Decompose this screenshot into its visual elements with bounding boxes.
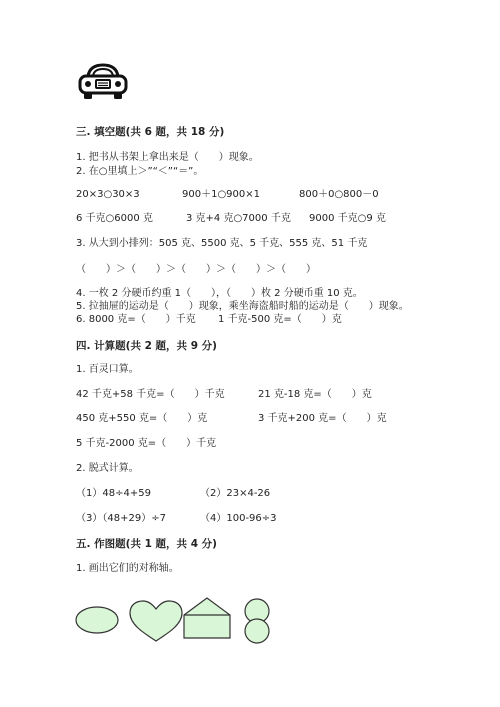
section5-title: 五. 作图题(共 1 题，共 4 分) <box>76 538 217 550</box>
compare-item: 800＋0○800－0 <box>299 189 379 200</box>
section3-title: 三. 填空题(共 6 题，共 18 分) <box>76 126 225 138</box>
heart-shape <box>130 601 182 641</box>
question-3-3: 3. 从大到小排列：505 克、5500 克、5 千克、555 克、51 千克 <box>76 238 368 249</box>
calc-item: 5 千克-2000 克=（ ）千克 <box>76 438 217 449</box>
question-3-1: 1. 把书从书架上拿出来是（ ）现象。 <box>76 152 259 163</box>
compare-item: 3 克+4 克○7000 千克 <box>186 213 291 224</box>
question-3-6b: 1 千克-500 克=（ ）克 <box>218 314 342 325</box>
question-4-1: 1. 百灵口算。 <box>76 364 139 375</box>
compare-item: 6 千克○6000 克 <box>76 213 153 224</box>
calc-item: （1）48÷4+59 <box>76 488 151 499</box>
question-3-2: 2. 在○里填上＞”“＜”“＝”。 <box>76 166 204 177</box>
house-shape <box>184 598 230 638</box>
section4-title: 四. 计算题(共 2 题，共 9 分) <box>76 340 217 352</box>
compare-item: 9000 千克○9 克 <box>309 213 386 224</box>
compare-item: 20×3○30×3 <box>76 189 140 200</box>
calc-item: 42 千克+58 千克=（ ）千克 <box>76 389 225 400</box>
compare-item: 900＋1○900×1 <box>182 189 261 200</box>
question-5-1: 1. 画出它们的对称轴。 <box>76 563 179 574</box>
calc-item: （3）（48+29）÷7 <box>76 513 166 524</box>
calc-item: （4）100-96÷3 <box>200 513 277 524</box>
question-3-4: 4. 一枚 2 分硬币约重 1（ ），（ ）枚 2 分硬币重 10 克。 <box>76 288 363 299</box>
calc-item: 3 千克+200 克=（ ）克 <box>258 413 387 424</box>
symmetry-shapes <box>72 592 282 648</box>
question-3-6a: 6. 8000 克=（ ）千克 <box>76 314 196 325</box>
car-icon <box>76 62 130 102</box>
calc-item: 21 克-18 克=（ ）克 <box>258 389 372 400</box>
calc-item: （2）23×4-26 <box>200 488 271 499</box>
question-4-2: 2. 脱式计算。 <box>76 463 139 474</box>
calc-item: 450 克+550 克=（ ）克 <box>76 413 208 424</box>
question-3-5: 5. 拉抽屉的运动是（ ）现象，乘坐海盗船时船的运动是（ ）现象。 <box>76 301 409 312</box>
ellipse-shape <box>76 607 118 633</box>
ordering-blanks: （ ）＞（ ）＞（ ）＞（ ）＞（ ） <box>76 264 316 275</box>
